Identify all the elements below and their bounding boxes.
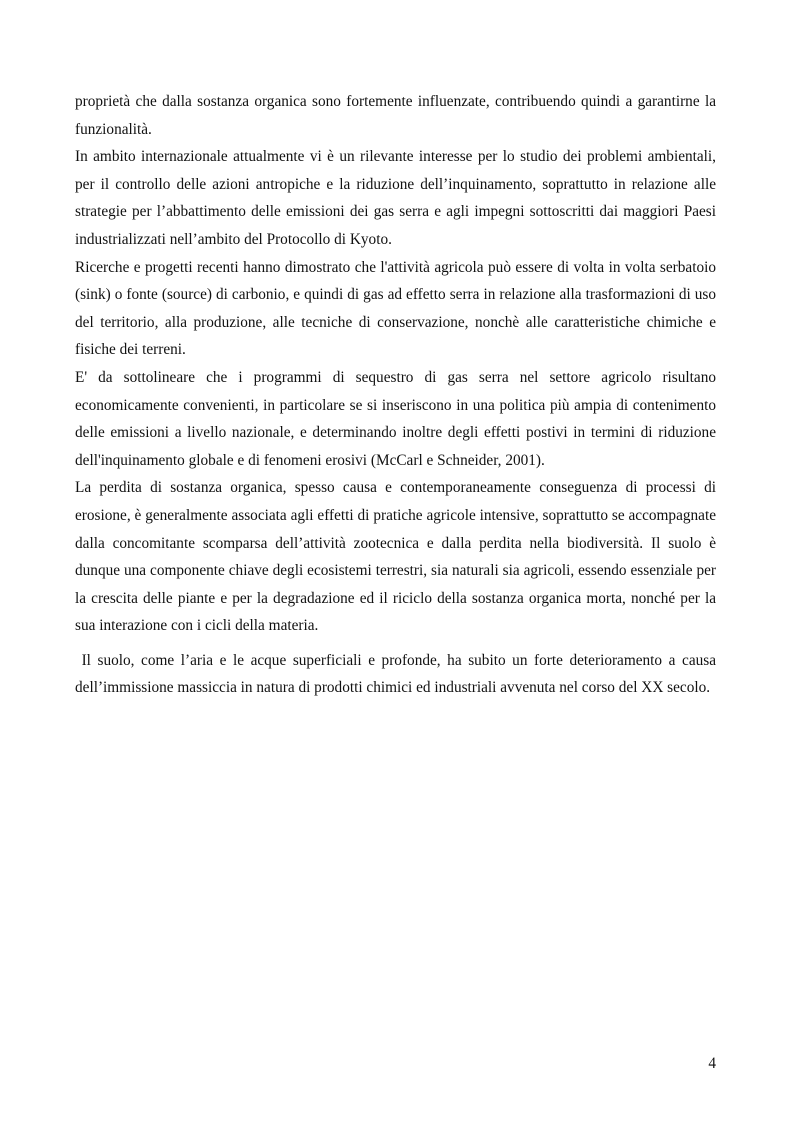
paragraph-carbon-sink-source: Ricerche e progetti recenti hanno dimostrato che l'attività agricola può essere di volta in volta serbatoio (sink) o fonte (source) di carbonio, e quindi di gas ad effetto serra in relazione alla trasformazioni di uso del territorio, alla produzione, alle tecniche di conservazione, nonchè alle caratteristiche chimiche e fisiche dei terreni. xyxy=(75,258,716,359)
paragraph-soil-deterioration: Il suolo, come l’aria e le acque superficiali e profonde, ha subito un forte deterioramento a causa dell’immissione massiccia in natura di prodotti chimici ed industriali avvenuta nel corso del XX secolo. xyxy=(75,651,720,697)
paragraph-organic-matter-loss: La perdita di sostanza organica, spesso causa e contemporaneamente conseguenza di processi di erosione, è generalmente associata agli effetti di pratiche agricole intensive, soprattutto se accompagnate dalla concomitante scomparsa dell’attività zootecnica e dalla perdita nella biodiversità. Il suolo è dunque una componente chiave degli ecosistemi terrestri, sia naturali sia agricoli, essendo essenziale per la crescita delle piante e per la degradazione ed il riciclo della sostanza organica morta, nonché per la sua interazione con i cicli della materia. xyxy=(75,479,716,635)
page-number: 4 xyxy=(708,1055,716,1072)
document-body xyxy=(75,88,720,702)
paragraph-sequestration-programs: E' da sottolineare che i programmi di sequestro di gas serra nel settore agricolo risultano economicamente convenienti, in particolare se si inseriscono in una politica più ampia di contenimento delle emissioni a livello nazionale, e determinando inoltre degli effetti postivi in termini di riduzione dell'inquinamento globale e di fenomeni erosivi (McCarl e Schneider, 2001). xyxy=(75,368,716,469)
paragraph-international-context: In ambito internazionale attualmente vi è un rilevante interesse per lo studio dei problemi ambientali, per il controllo delle azioni antropiche e la riduzione dell’inquinamento, soprattutto in relazione alle strategie per l’abbattimento delle emissioni dei gas serra e agli impegni sottoscritti dai maggiori Paesi industrializzati nell’ambito del Protocollo di Kyoto. xyxy=(75,148,716,248)
paragraph-continuation: proprietà che dalla sostanza organica sono fortemente influenzate, contribuendo quindi a garantirne la funzionalità. xyxy=(75,93,716,138)
